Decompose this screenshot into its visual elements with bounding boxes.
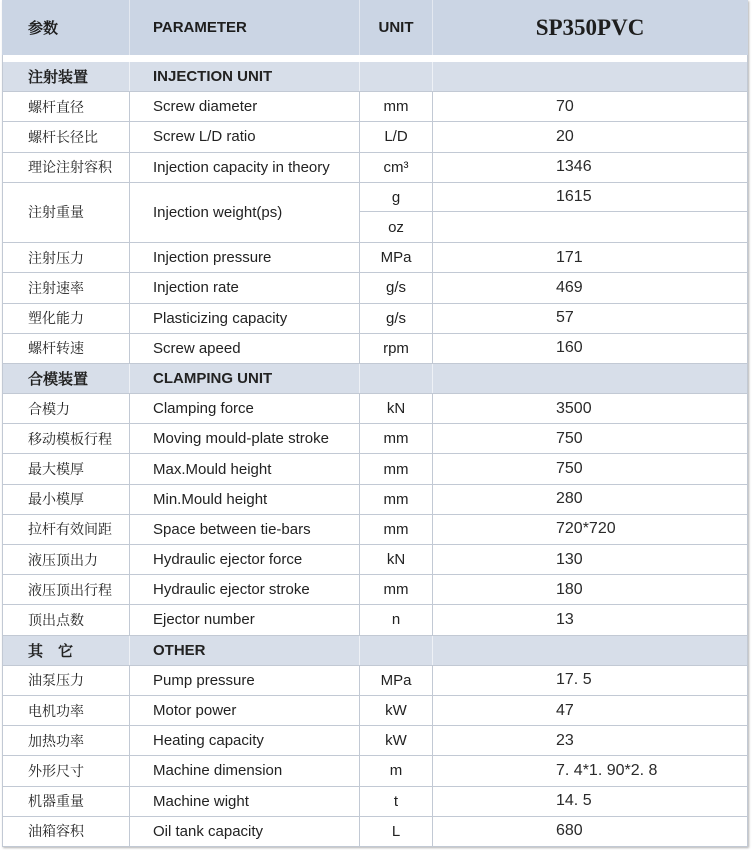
param-name-en: Heating capacity: [130, 726, 360, 755]
header-unit: UNIT: [360, 0, 433, 55]
spec-row-machine-dimension: [2, 756, 748, 786]
unit-cell: mm: [360, 454, 433, 483]
value-cell: 1615: [433, 183, 747, 213]
param-name-en: Hydraulic ejector force: [130, 545, 360, 574]
unit-cell: mm: [360, 515, 433, 544]
section-other: [2, 636, 748, 666]
param-name-en: Ejector number: [130, 605, 360, 634]
param-name-en: Screw diameter: [130, 92, 360, 121]
section-clamping-unit: [2, 364, 748, 394]
param-name-cn: 塑化能力: [2, 304, 130, 333]
param-name-cn: 合模力: [2, 394, 130, 423]
section-title-cn: 合模装置: [2, 364, 130, 393]
unit-cell: L: [360, 817, 433, 846]
param-name-cn: 螺杆转速: [2, 334, 130, 363]
unit-cell: MPa: [360, 243, 433, 272]
section-title-en: INJECTION UNIT: [130, 62, 360, 91]
param-name-en: Hydraulic ejector stroke: [130, 575, 360, 604]
unit-cell: mm: [360, 485, 433, 514]
param-name-en: Machine dimension: [130, 756, 360, 785]
unit-cell: MPa: [360, 666, 433, 695]
value-cell: 1346: [433, 153, 748, 182]
value-cell: 750: [433, 454, 748, 483]
value-cell: 720*720: [433, 515, 748, 544]
header-param-en: PARAMETER: [130, 0, 360, 55]
spec-row-screw-diameter: [2, 92, 748, 122]
spec-row-min-mould-height: [2, 485, 748, 515]
param-name-cn: 注射压力: [2, 243, 130, 272]
value-cell: 7. 4*1. 90*2. 8: [433, 756, 748, 785]
unit-cell: kW: [360, 726, 433, 755]
unit-cell: kW: [360, 696, 433, 725]
param-name-cn: 顶出点数: [2, 605, 130, 634]
param-name-en: Max.Mould height: [130, 454, 360, 483]
unit-cell: m: [360, 756, 433, 785]
empty-cell: [360, 636, 433, 665]
param-name-en: Injection rate: [130, 273, 360, 302]
empty-cell: [360, 364, 433, 393]
param-name-cn: 加热功率: [2, 726, 130, 755]
value-cell: 23: [433, 726, 748, 755]
value-cell: 47: [433, 696, 748, 725]
value-cell: 20: [433, 122, 748, 151]
empty-cell: [433, 364, 748, 393]
value-cell: 680: [433, 817, 748, 846]
unit-cell: g/s: [360, 273, 433, 302]
value-cell-split: [433, 183, 748, 242]
value-cell: 13: [433, 605, 748, 634]
param-name-en: Clamping force: [130, 394, 360, 423]
spec-row-motor-power: [2, 696, 748, 726]
value-cell: 17. 5: [433, 666, 748, 695]
param-name-en: Screw apeed: [130, 334, 360, 363]
param-name-en: Injection capacity in theory: [130, 153, 360, 182]
spec-row-heating-capacity: [2, 726, 748, 756]
section-title-en: CLAMPING UNIT: [130, 364, 360, 393]
param-name-en: Moving mould-plate stroke: [130, 424, 360, 453]
param-name-cn: 最大模厚: [2, 454, 130, 483]
param-name-cn: 最小模厚: [2, 485, 130, 514]
spec-row-ejector-stroke: [2, 575, 748, 605]
param-name-cn: 电机功率: [2, 696, 130, 725]
value-cell: 14. 5: [433, 787, 748, 816]
spec-row-oil-tank-capacity: [2, 817, 748, 847]
value-cell: 130: [433, 545, 748, 574]
unit-cell: mm: [360, 424, 433, 453]
empty-cell: [433, 62, 748, 91]
param-name-en: Screw L/D ratio: [130, 122, 360, 151]
param-name-cn: 注射速率: [2, 273, 130, 302]
spec-row-injection-pressure: [2, 243, 748, 273]
value-cell: 180: [433, 575, 748, 604]
unit-cell: L/D: [360, 122, 433, 151]
header-row: [2, 0, 748, 55]
section-title-cn: 其 它: [2, 636, 130, 665]
empty-cell: [433, 212, 747, 242]
spec-row-screw-speed: [2, 334, 748, 364]
unit-cell: mm: [360, 92, 433, 121]
header-model: SP350PVC: [433, 0, 748, 55]
header-gap: [2, 55, 748, 62]
spec-row-max-mould-height: [2, 454, 748, 484]
unit-cell: rpm: [360, 334, 433, 363]
param-name-cn: 液压顶出行程: [2, 575, 130, 604]
unit-cell: kN: [360, 545, 433, 574]
param-name-en: Injection weight(ps): [130, 183, 360, 242]
value-cell: 160: [433, 334, 748, 363]
unit-cell: kN: [360, 394, 433, 423]
param-name-en: Plasticizing capacity: [130, 304, 360, 333]
spec-row-tie-bar-spacing: [2, 515, 748, 545]
spec-row-ejector-force: [2, 545, 748, 575]
spec-table: [2, 0, 748, 847]
value-cell: 70: [433, 92, 748, 121]
empty-cell: [360, 62, 433, 91]
spec-row-moving-plate-stroke: [2, 424, 748, 454]
value-cell: 171: [433, 243, 748, 272]
unit-cell: cm³: [360, 153, 433, 182]
param-name-en: Motor power: [130, 696, 360, 725]
param-name-cn: 油泵压力: [2, 666, 130, 695]
section-title-en: OTHER: [130, 636, 360, 665]
spec-row-ejector-number: [2, 605, 748, 635]
param-name-cn: 螺杆长径比: [2, 122, 130, 151]
param-name-cn: 拉杆有效间距: [2, 515, 130, 544]
unit-cell-alt: oz: [388, 218, 404, 236]
param-name-cn: 理论注射容积: [2, 153, 130, 182]
value-cell: 3500: [433, 394, 748, 423]
unit-cell: t: [360, 787, 433, 816]
param-name-en: Min.Mould height: [130, 485, 360, 514]
unit-cell: n: [360, 605, 433, 634]
param-name-cn: 外形尺寸: [2, 756, 130, 785]
spec-row-screw-ld-ratio: [2, 122, 748, 152]
param-name-en: Machine wight: [130, 787, 360, 816]
value-cell: 280: [433, 485, 748, 514]
spec-row-injection-weight: [2, 183, 748, 243]
param-name-cn: 注射重量: [2, 183, 130, 242]
param-name-en: Oil tank capacity: [130, 817, 360, 846]
value-cell: 57: [433, 304, 748, 333]
spec-row-plasticizing-capacity: [2, 304, 748, 334]
spec-row-machine-weight: [2, 787, 748, 817]
param-name-cn: 油箱容积: [2, 817, 130, 846]
spec-row-clamping-force: [2, 394, 748, 424]
unit-cell-split: [360, 183, 433, 242]
value-cell: 469: [433, 273, 748, 302]
unit-cell: g/s: [360, 304, 433, 333]
header-param-cn: 参数: [2, 0, 130, 55]
param-name-en: Injection pressure: [130, 243, 360, 272]
param-name-en: Space between tie-bars: [130, 515, 360, 544]
section-title-cn: 注射装置: [2, 62, 130, 91]
param-name-cn: 螺杆直径: [2, 92, 130, 121]
spec-row-pump-pressure: [2, 666, 748, 696]
value-cell: 750: [433, 424, 748, 453]
param-name-cn: 移动模板行程: [2, 424, 130, 453]
spec-row-injection-rate: [2, 273, 748, 303]
section-injection-unit: [2, 62, 748, 92]
spec-row-injection-capacity: [2, 153, 748, 183]
param-name-en: Pump pressure: [130, 666, 360, 695]
unit-cell: g: [360, 183, 432, 213]
unit-cell: mm: [360, 575, 433, 604]
param-name-cn: 机器重量: [2, 787, 130, 816]
param-name-cn: 液压顶出力: [2, 545, 130, 574]
empty-cell: [433, 636, 748, 665]
